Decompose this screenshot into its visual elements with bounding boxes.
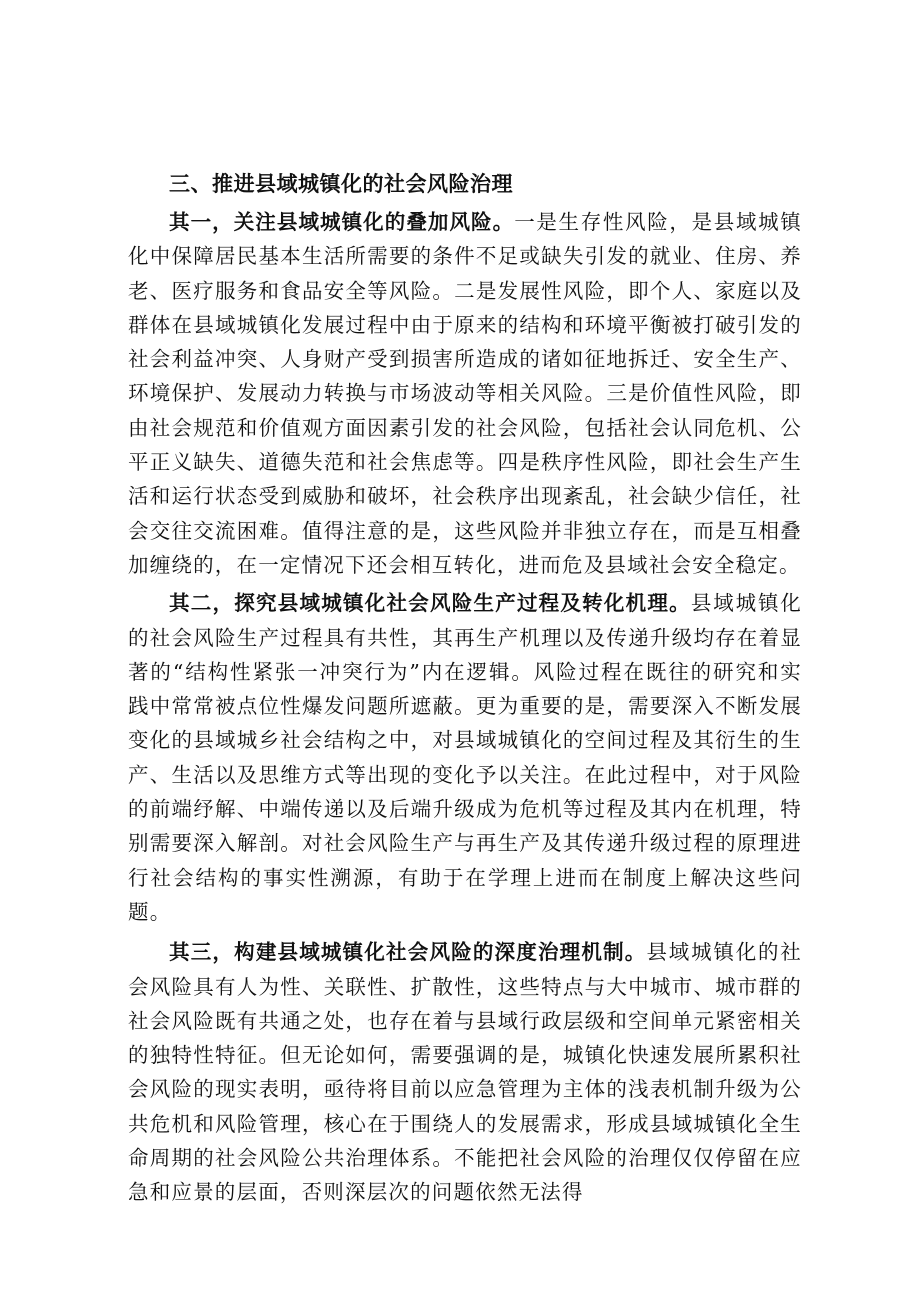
paragraph-2-lead: 其二，探究县域城镇化社会风险生产过程及转化机理。 — [169, 591, 691, 616]
paragraph-3-body: 县域城镇化的社会风险具有人为性、关联性、扩散性，这些特点与大中城市、城市群的社会风险既有共通之处，也存在着与县域行政层级和空间单元紧密相关的独特性特征。但无论如何，需要强调的是，城镇化快速发展所累积社会风险的现实表明，亟待将目前以应急管理为主体的浅表机制升级为公共危机和风险管理，核心在于围绕人的发展需求，形成县域城镇化全生命周期的社会风险公共治理体系。不能把社会风险的治理仅仅停留在应急和应景的层面，否则深层次的问题依然无法得 — [128, 940, 803, 1205]
paragraph-1 — [128, 205, 802, 582]
paragraph-3 — [128, 935, 802, 1209]
paragraph-1-body: 一是生存性风险，是县域城镇化中保障居民基本生活所需要的条件不足或缺失引发的就业、住房、养老、医疗服务和食品安全等风险。二是发展性风险，即个人、家庭以及群体在县域城镇化发展过程中由于原来的结构和环境平衡被打破引发的社会利益冲突、人身财产受到损害所造成的诸如征地拆迁、安全生产、环境保护、发展动力转换与市场波动等相关风险。三是价值性风险，即由社会规范和价值观方面因素引发的社会风险，包括社会认同危机、公平正义缺失、道德失范和社会焦虑等。四是秩序性风险，即社会生产生活和运行状态受到威胁和破坏，社会秩序出现紊乱，社会缺少信任，社会交往交流困难。值得注意的是，这些风险并非独立存在，而是互相叠加缠绕的，在一定情况下还会相互转化，进而危及县域社会安全稳定。 — [128, 210, 802, 577]
paragraph-2 — [128, 586, 802, 929]
document-body — [128, 166, 802, 1210]
paragraph-1-lead: 其一，关注县域城镇化的叠加风险。 — [169, 210, 515, 234]
paragraph-3-lead: 其三，构建县域城镇化社会风险的深度治理机制。 — [169, 940, 647, 965]
section-heading: 三、推进县域城镇化的社会风险治理 — [169, 172, 513, 196]
paragraph-2-body: 县域城镇化的社会风险生产过程具有共性，其再生产机理以及传递升级均存在着显著的“结构性紧张一冲突行为”内在逻辑。风险过程在既往的研究和实践中常常被点位性爆发问题所遮蔽。更为重要的是，需要深入不断发展变化的县域城乡社会结构之中，对县域城镇化的空间过程及其衍生的生产、生活以及思维方式等出现的变化予以关注。在此过程中，对于风险的前端纾解、中端传递以及后端升级成为危机等过程及其内在机理，特别需要深入解剖。对社会风险生产与再生产及其传递升级过程的原理进行社会结构的事实性溯源，有助于在学理上进而在制度上解决这些问题。 — [128, 591, 803, 924]
